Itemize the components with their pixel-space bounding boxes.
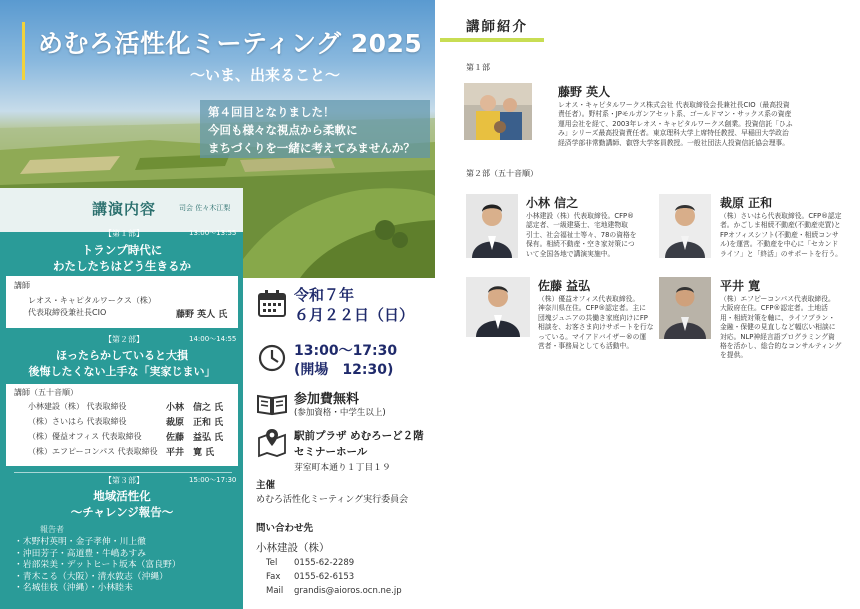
bio-line: 経済学部非常勤講師、叡啓大学客員教授。一般社団法人投資信託協会理事。 (558, 138, 790, 147)
contact-company: 小林建設（株） (256, 542, 330, 554)
host-name: めむろ活性化ミーティング実行委員会 (256, 495, 409, 505)
bio-line: 認定者、一級建築士、宅地建物取 (526, 221, 628, 230)
fujino-name: 藤野 英人 (558, 85, 611, 99)
fujino-bio (558, 101, 793, 148)
bio-line: ライフ」と「終活」のサポートを行う。 (720, 249, 842, 258)
part3-time: 15:00〜17:30 (189, 476, 237, 484)
bio-line: み」シリーズ最高投資責任者。東京理科大学上席特任教授、早稲田大学政治 (558, 129, 789, 138)
message-line: 今回も様々な視点から柔軟に (208, 123, 358, 137)
bio-line: 小林建設（株）代表取締役。CFP® (526, 212, 634, 220)
venue-hall: セミナーホール (294, 446, 368, 458)
part1-label: 【第１部】 (104, 229, 144, 238)
lecturer-heading-underline (440, 38, 544, 42)
event-date-era: 令和７年 (294, 286, 355, 304)
bio-line: ル)を運営。不動産を中心に「セカンド (720, 240, 839, 249)
bio-line: 責任者）。野村系・JPモルガンアセット系、ゴールドマン・サックス系の資産 (558, 110, 792, 119)
speaker-org: （株）優益オフィス 代表取締役 (28, 432, 142, 441)
reporter-line: ・沖田芳子・高道豊・牛嶋あすみ (14, 548, 146, 559)
part2-title-line: 後悔したくない上手な「実家じまい」 (28, 365, 216, 378)
part3-title-line: 〜チャレンジ報告〜 (70, 505, 174, 519)
part1-time: 13:00〜13:55 (189, 229, 237, 237)
portrait-illustration (659, 277, 711, 339)
bio-line: 格を活かし、総合的なコンサルティング (720, 342, 842, 351)
speaker-name: 佐藤 益弘 氏 (166, 433, 224, 443)
bio-line: いて全国各地で講演実施中。 (526, 249, 615, 258)
contact-fax: 0155-62-6153 (294, 572, 355, 582)
part2-speaker-heading: 講師（五十音順） (14, 388, 78, 397)
doors-open-time: (開場 12:30) (294, 362, 394, 378)
part1-header (14, 226, 237, 240)
program-panel (0, 188, 243, 609)
bio-line: 神奈川県在住。CFP®認定者。主に (538, 304, 646, 313)
part1-speaker-box (6, 276, 238, 328)
speaker-name: 平井 寛 氏 (166, 448, 215, 458)
portrait-illustration (466, 277, 530, 337)
speaker-org: （株）エフピーコンパス 代表取締役 (28, 447, 158, 456)
hirai-bio (720, 295, 841, 361)
kobayashi-name: 小林 信之 (526, 196, 579, 210)
reporter-line: ・木野村英明・金子孝伸・川上徹 (14, 537, 146, 547)
speaker-name: 裁原 正和 氏 (166, 418, 224, 428)
map-pin-icon (256, 426, 288, 458)
speaker-name: 小林 信之 氏 (166, 403, 224, 413)
part1-title-line: トランプ時代に (81, 243, 163, 257)
program-title: 講演内容 (92, 200, 157, 218)
contact-tel-label: Tel (266, 558, 278, 568)
bio-line: FPオフィスシフト(不動産・相続コンサ (720, 230, 839, 239)
speaker-org: 小林建設（株） 代表取締役 (28, 402, 127, 411)
clock-icon (256, 342, 288, 374)
part3-header (14, 472, 237, 486)
sato-name: 佐藤 益弘 (538, 279, 591, 293)
kobayashi-bio (526, 212, 637, 259)
reporter-line: ・岩部栄美・デットヒート坂本（富良野） (14, 560, 181, 571)
hirai-name: 平井 寛 (720, 279, 761, 293)
bio-line: を提供。 (720, 351, 748, 360)
part1-speaker-org: レオス・キャピタルワークス（株） (28, 296, 156, 305)
saihara-photo (659, 194, 711, 258)
fujino-photo (464, 83, 532, 140)
part2-speaker-box (6, 384, 238, 466)
reporter-line: ・名城佳枝（沖縄）・小林睦未 (14, 583, 133, 594)
event-time: 13:00〜17:30 (294, 343, 398, 359)
kobayashi-photo (466, 194, 518, 258)
part3-title (8, 488, 236, 520)
fee-main: 参加費無料 (294, 392, 360, 407)
bio-line: 者。かごしま相続不動産(不動産売買)と (720, 221, 841, 230)
part2-time: 14:00〜14:55 (189, 335, 237, 343)
part3-title-line: 地域活性化 (93, 489, 151, 503)
contact-mail[interactable]: grandis@aioros.ocn.ne.jp (294, 586, 402, 596)
part1-speaker-heading: 講師 (14, 281, 30, 290)
bio-line: 金融・保健の見直しなど幅広い相談に (720, 323, 836, 332)
message-line: 第４回目となりました！ (208, 105, 335, 119)
lecturer-part2-label: 第２部（五十音順） (466, 169, 538, 178)
speaker-org: （株）さいはら 代表取締役 (28, 417, 127, 426)
event-subtitle: 〜いま、出来ること〜 (190, 66, 341, 84)
bio-line: （株）さいはら代表取締役。CFP®認定 (720, 212, 842, 220)
title-accent-bar (22, 22, 25, 80)
part2-label: 【第２部】 (104, 335, 144, 344)
portrait-illustration (464, 83, 532, 140)
event-info (250, 280, 435, 609)
bio-line: レオス・キャピタルワークス株式会社 代表取締役会長兼社長CIO（最高投資 (558, 101, 790, 109)
bio-line: 団塊ジュニアの共働き家庭向けにFP (538, 313, 648, 322)
contact-fax-label: Fax (266, 572, 281, 582)
venue-address: 芽室町本通り１丁目１９ (294, 463, 391, 473)
message-line: まちづくりを一緒に考えてみませんか？ (208, 141, 415, 155)
reporters-heading: 報告者 (40, 525, 64, 534)
sato-bio (538, 295, 654, 351)
lecturer-part1-label: 第１部 (466, 63, 490, 72)
sato-photo (466, 277, 530, 337)
bio-line: 対応。NLP神経言語プログラミング資 (720, 332, 835, 341)
part2-title-line: ほったらかしていると大損 (56, 349, 188, 362)
message-box (200, 100, 430, 158)
portrait-illustration (659, 194, 711, 258)
contact-mail-label: Mail (266, 586, 284, 596)
part1-speaker-org: 代表取締役兼社長CIO (28, 308, 107, 317)
venue-name: 駅前プラザ めむろーど２階 (294, 430, 424, 442)
reporter-line: ・青木こる（大阪）・清水敦志（沖縄） (14, 571, 168, 582)
contact-heading: 問い合わせ先 (256, 523, 314, 534)
bio-line: っている。マイアドバイザー®の運 (538, 332, 647, 341)
reporters-list (14, 537, 181, 595)
fee-note: (参加資格・中学生以上) (294, 408, 386, 418)
part1-speaker-name: 藤野 英人 氏 (176, 310, 228, 320)
part2-header (14, 332, 237, 346)
bio-line: （株）エフピーコンパス代表取締役。 (720, 295, 835, 303)
calendar-icon (256, 288, 288, 320)
bio-line: 用・相続対策を軸に、ライフプラン・ (720, 313, 836, 322)
bio-line: 運用会社を経て、2003年レオス・キャピタルワークス創業。投資信託「ひふ (558, 119, 793, 128)
bio-line: （株）優益オフィス代表取締役。 (538, 295, 640, 303)
lecturer-heading: 講師紹介 (466, 19, 528, 35)
event-title: めむろ活性化ミーティング 2025 (38, 29, 423, 58)
bio-line: 引士、社会福祉士等々、78の資格を (526, 230, 637, 239)
portrait-illustration (466, 194, 518, 258)
part1-title (8, 242, 236, 274)
part3-label: 【第３部】 (104, 476, 144, 485)
part2-title (8, 348, 236, 380)
program-mc: 司会 佐々木江梨 (179, 204, 231, 212)
event-date: ６月２２日（日） (294, 306, 415, 324)
bio-line: 相談を、お客さま向けサポートを行な (538, 323, 654, 332)
contact-tel[interactable]: 0155-62-2289 (294, 558, 355, 568)
bio-line: 営者・事務局としても活動中。 (538, 342, 634, 351)
saihara-name: 裁原 正和 (720, 196, 773, 210)
lecturer-section (440, 0, 860, 609)
book-icon (256, 388, 288, 420)
saihara-bio (720, 212, 842, 259)
host-heading: 主催 (256, 480, 276, 491)
bio-line: 保有。相続不動産・空き家対策につ (526, 240, 635, 249)
part1-title-line: わたしたちはどう生きるか (53, 259, 191, 273)
hirai-photo (659, 277, 711, 339)
bio-line: 大阪府在住。CFP®認定者。土地活 (720, 304, 828, 313)
